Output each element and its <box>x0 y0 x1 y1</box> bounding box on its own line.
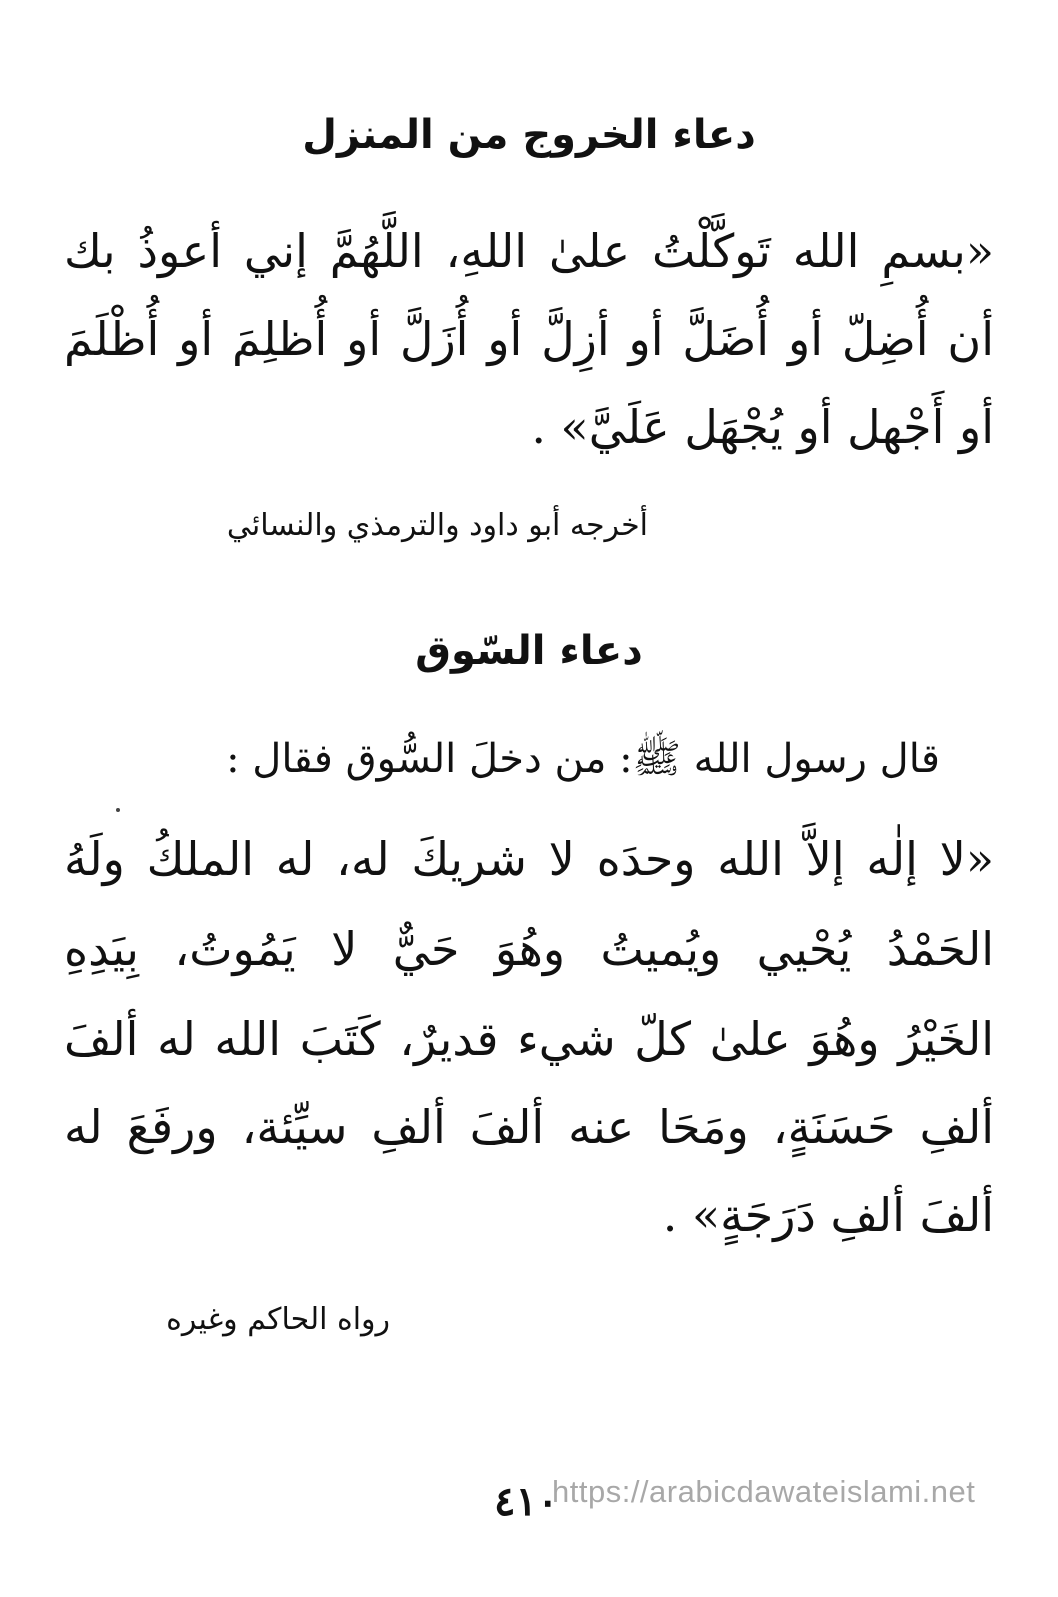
page-number: ٤١٠ <box>494 1478 559 1525</box>
hadith-source: أخرجه أبو داود والترمذي والنسائي <box>226 508 648 543</box>
dua-line: ألفِ حَسَنَةٍ، ومَحَا عنه ألفَ ألفِ سيِّئة، ورفَعَ له <box>64 1100 994 1154</box>
watermark-url: https://arabicdawateislami.net <box>552 1474 976 1509</box>
dua-line: الخَيْرُ وهُوَ علىٰ كلّ شيء قديرٌ، كَتَبَ الله له ألفَ <box>64 1012 994 1066</box>
hadith-intro: قال رسول الله ﷺ: من دخلَ السُّوق فقال : <box>226 736 940 782</box>
margin-mark <box>116 808 120 812</box>
dua-line: «لا إلٰه إلاَّ الله وحدَه لا شريكَ له، له الملكُ ولَهُ <box>64 832 994 886</box>
dua-line: الحَمْدُ يُحْيي ويُميتُ وهُوَ حَيٌّ لا يَمُوتُ، بِيَدِهِ <box>64 922 994 976</box>
hadith-source: رواه الحاكم وغيره <box>166 1302 390 1337</box>
dua-line: ألفَ ألفِ دَرَجَةٍ» . <box>662 1188 994 1242</box>
section-title-market: دعاء السّوق <box>415 628 643 674</box>
section-title-leaving-home: دعاء الخروج من المنزل <box>302 112 756 158</box>
dua-line: أو أَجْهل أو يُجْهَل عَلَيَّ» . <box>531 400 994 454</box>
dua-line: أن أُضِلّ أو أُضَلَّ أو أزِلَّ أو أُزَلَّ أو أُظلِمَ أو أُظْلَمَ <box>64 312 994 366</box>
dua-line: «بسمِ الله تَوكَّلْتُ علىٰ اللهِ، اللَّهُمَّ إني أعوذُ بك <box>64 224 994 278</box>
